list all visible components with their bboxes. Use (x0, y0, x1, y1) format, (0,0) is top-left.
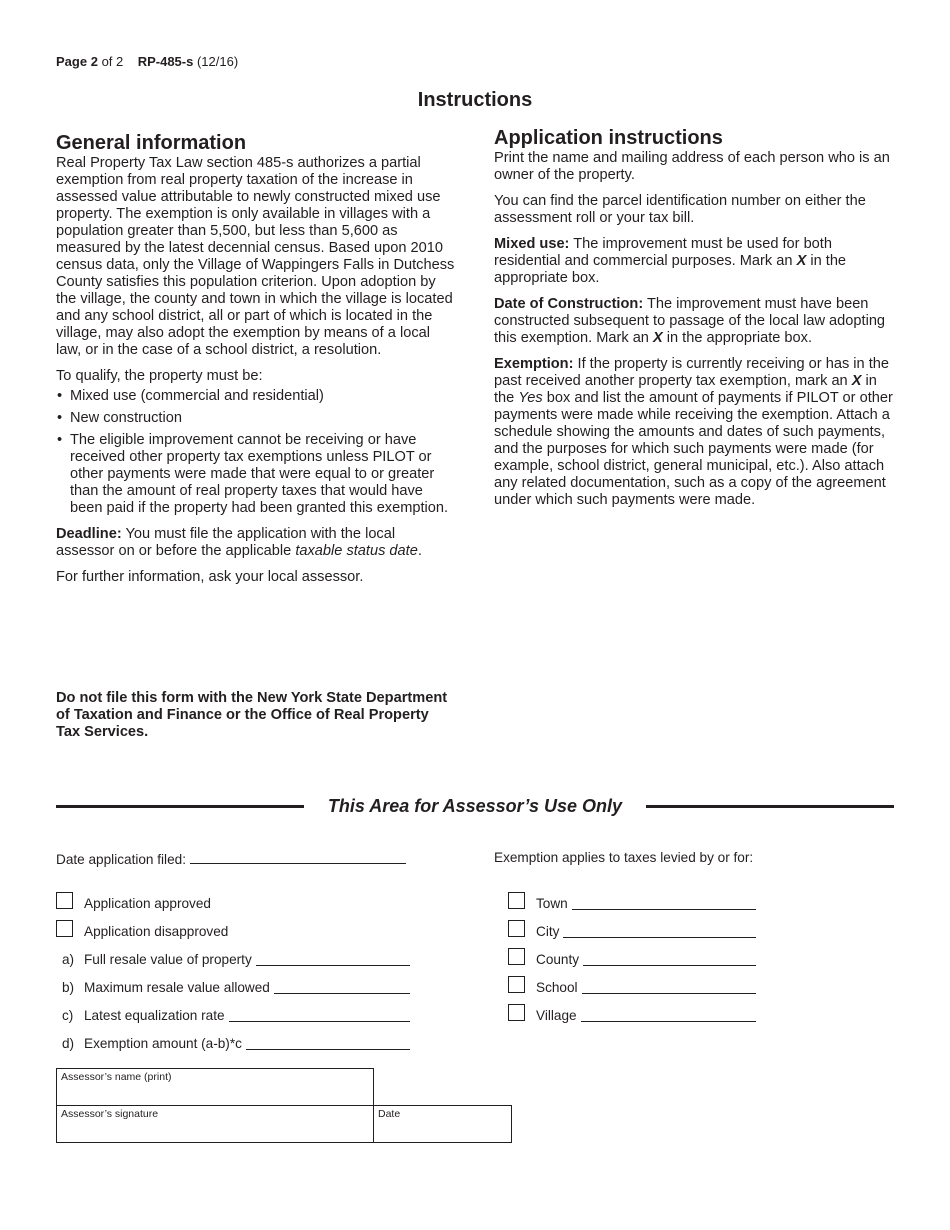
deadline-paragraph (56, 526, 456, 560)
jurisdiction-label: Town (536, 896, 568, 911)
assessor-section-title: This Area for Assessor’s Use Only (327, 796, 623, 816)
date-construction-label: Date of Construction: (494, 296, 644, 312)
deadline-end: . (417, 543, 422, 559)
exemption-text: If the property is currently receiving or has in the past received another property tax exemption, mark an (494, 356, 890, 389)
date-construction-instruction (494, 296, 899, 347)
further-info: For further information, ask your local assessor. (56, 569, 364, 585)
page-of: of 2 (101, 54, 124, 69)
date-construction-text: The improvement must have been constructed subsequent to passage of the local law adopting this exemption. Mark an (494, 296, 886, 346)
page-number: 2 (90, 54, 98, 69)
jurisdiction-row-village (536, 1008, 756, 1023)
jurisdiction-row-city (536, 924, 756, 939)
date-filed-row (56, 850, 406, 867)
qualify-item: • The eligible improvement cannot be receiving or have received other property tax exemptions unless PILOT or other payments were made that were equal to or greater than the amount of real property taxes that would have been paid if the property had been granted this exemption. (56, 432, 456, 517)
jurisdiction-label: School (536, 980, 578, 995)
village-checkbox[interactable] (508, 1004, 525, 1021)
qualify-intro: To qualify, the property must be: (56, 368, 263, 384)
application-instructions-section (494, 126, 899, 518)
calc-row-a (62, 952, 410, 967)
parcel-instruction: You can find the parcel identification number on either the assessment roll or your tax bill. (494, 193, 866, 226)
form-id: RP-485-s (137, 54, 194, 69)
calc-row-c (62, 1008, 410, 1023)
jurisdiction-label: Village (536, 1008, 577, 1023)
mixed-use-text: The improvement must be used for both residential and commercial purposes. Mark an (494, 236, 832, 269)
calc-letter: d) (62, 1036, 75, 1051)
full-resale-value-field[interactable] (256, 952, 410, 966)
calc-row-d (62, 1036, 410, 1051)
date-filed-label: Date application filed: (56, 852, 186, 867)
calc-label: Latest equalization rate (84, 1008, 225, 1023)
application-instructions-heading: Application instructions (494, 127, 723, 149)
town-field[interactable] (572, 896, 756, 910)
city-field[interactable] (563, 924, 756, 938)
exemption-amount-field[interactable] (246, 1036, 410, 1050)
equalization-rate-field[interactable] (229, 1008, 410, 1022)
assessor-name-label: Assessor’s name (print) (61, 1071, 172, 1083)
jurisdiction-row-county (536, 952, 756, 967)
mark-x: X (851, 373, 862, 389)
exemption-text: in the (494, 373, 877, 406)
date-filed-field[interactable] (190, 850, 406, 864)
calc-label: Exemption amount (a-b)*c (84, 1036, 242, 1051)
exemption-label: Exemption: (494, 356, 574, 372)
general-information-section (56, 131, 456, 595)
mark-x: X (652, 330, 663, 346)
date-construction-end: in the appropriate box. (662, 330, 812, 346)
assessor-signature-field[interactable] (56, 1105, 374, 1143)
deadline-label: Deadline: (56, 526, 122, 542)
calc-letter: a) (62, 952, 75, 967)
do-not-file-warning: Do not file this form with the New York State Department of Taxation and Finance or the Office of Real Property Tax Services. (56, 690, 448, 740)
page-header (56, 54, 238, 69)
county-field[interactable] (583, 952, 756, 966)
form-revision: (12/16) (196, 54, 239, 69)
calc-letter: c) (62, 1008, 74, 1023)
calc-letter: b) (62, 980, 75, 995)
county-checkbox[interactable] (508, 948, 525, 965)
mixed-use-instruction (494, 236, 899, 287)
mixed-use-end: in the appropriate box. (494, 253, 847, 286)
owner-instruction: Print the name and mailing address of each person who is an owner of the property. (494, 150, 890, 183)
section-rule-right (646, 805, 894, 808)
exemption-applies-label: Exemption applies to taxes levied by or for: (494, 850, 754, 865)
town-checkbox[interactable] (508, 892, 525, 909)
assessor-date-field[interactable] (373, 1105, 512, 1143)
qualify-item: • Mixed use (commercial and residential) (56, 388, 456, 405)
calc-row-b (62, 980, 410, 995)
calc-label: Full resale value of property (84, 952, 252, 967)
page-title: Instructions (417, 89, 533, 111)
disapproved-checkbox[interactable] (56, 920, 73, 937)
assessor-name-field[interactable] (56, 1068, 374, 1106)
city-checkbox[interactable] (508, 920, 525, 937)
mixed-use-label: Mixed use: (494, 236, 570, 252)
school-checkbox[interactable] (508, 976, 525, 993)
approved-label: Application approved (84, 896, 211, 911)
yes-italic: Yes (518, 390, 543, 406)
jurisdiction-label: City (536, 924, 560, 939)
deadline-text: You must file the application with the local assessor on or before the applicable (56, 526, 396, 559)
assessor-date-label: Date (378, 1108, 401, 1120)
school-field[interactable] (582, 980, 756, 994)
max-resale-value-field[interactable] (274, 980, 410, 994)
taxable-status-date: taxable status date (295, 543, 418, 559)
approved-checkbox[interactable] (56, 892, 73, 909)
calc-label: Maximum resale value allowed (84, 980, 270, 995)
jurisdiction-row-school (536, 980, 756, 995)
qualify-item: • New construction (56, 410, 456, 427)
page-label: Page (56, 54, 88, 69)
general-information-paragraph: Real Property Tax Law section 485-s authorizes a partial exemption from real property taxation of the increase in assessed value attributable to newly constructed mixed use property. The exemption is only available in villages with a population greater than 5,500, but less than 5,600 as measured by the latest decennial census. Based upon 2010 census data, only the Village of Wappingers Falls in Dutchess County satisfies this population criterion. Upon adoption by the village, the county and town in which the village is located and any school district, all or part of which is located in the village, may also adopt the exemption by means of a local law, or in the case of a school district, a resolution. (56, 155, 455, 358)
exemption-text: box and list the amount of payments if PILOT or other payments were made while receiving the exemption. Attach a schedule showing the amounts and dates of such payments, and the purposes for which such payments were made (for example, school district, general municipal, etc.). Also attach any related documentation, such as a copy of the agreement under which such payments were made. (494, 390, 893, 508)
assessor-signature-label: Assessor’s signature (61, 1108, 159, 1120)
general-information-heading: General information (56, 132, 247, 154)
disapproved-label: Application disapproved (84, 924, 229, 939)
mark-x: X (796, 253, 807, 269)
exemption-instruction (494, 356, 899, 509)
jurisdiction-label: County (536, 952, 580, 967)
jurisdiction-row-town (536, 896, 756, 911)
village-field[interactable] (581, 1008, 756, 1022)
qualify-list (56, 388, 456, 517)
